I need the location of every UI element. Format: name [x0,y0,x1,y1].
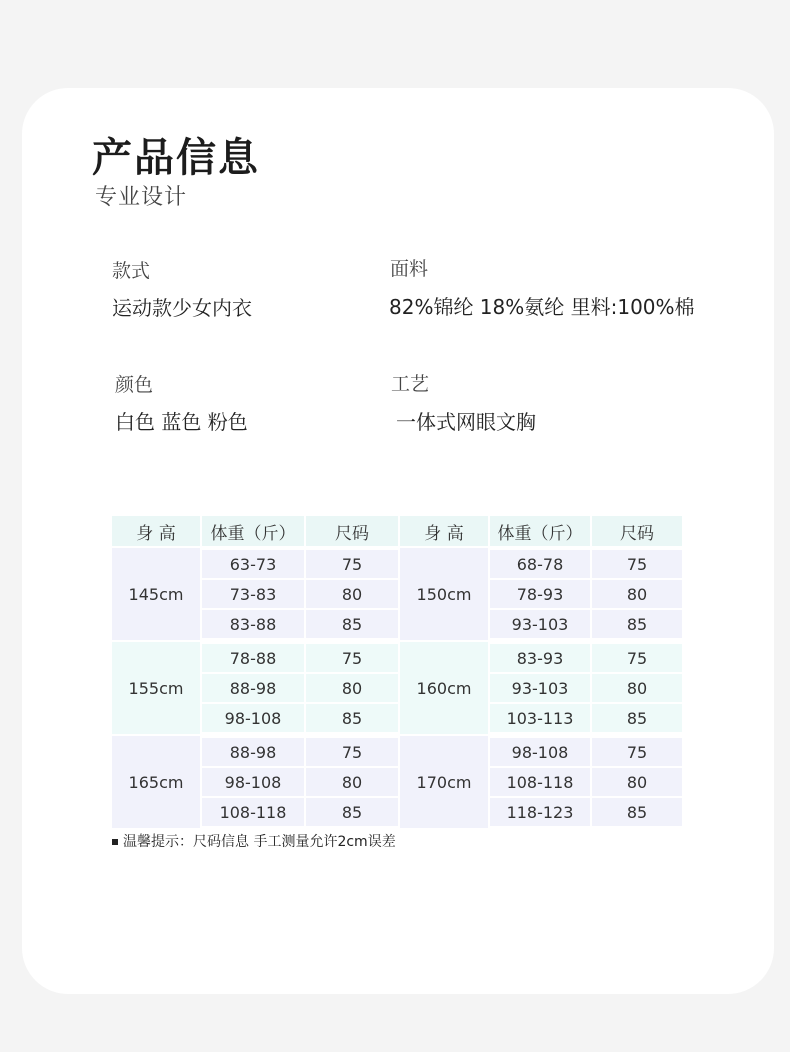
weight-cell: 78-93 [490,580,590,608]
weight-cell: 108-118 [490,768,590,796]
weight-cell: 68-78 [490,550,590,578]
size-cell: 85 [592,610,682,638]
height-cell: 155cm [112,642,200,734]
header-size-right: 尺码 [592,516,682,546]
size-cell: 75 [592,550,682,578]
style-label: 款式 [112,260,151,282]
header-weight-left: 体重（斤） [202,516,304,546]
size-cell: 75 [306,644,398,672]
size-note-text: 温馨提示：尺码信息 手工测量允许2cm误差 [123,834,396,850]
style-value: 运动款少女内衣 [112,296,252,320]
fabric-label: 面料 [390,258,429,280]
color-value: 白色 蓝色 粉色 [115,410,248,434]
height-cell: 160cm [400,642,488,734]
size-cell: 85 [306,610,398,638]
color-label: 颜色 [115,374,154,396]
size-cell: 80 [592,580,682,608]
weight-cell: 88-98 [202,738,304,766]
weight-cell: 83-93 [490,644,590,672]
weight-cell: 93-103 [490,610,590,638]
weight-cell: 93-103 [490,674,590,702]
weight-cell: 98-108 [490,738,590,766]
page-subtitle: 专业设计 [95,185,188,210]
height-cell: 165cm [112,736,200,828]
weight-cell: 103-113 [490,704,590,732]
weight-cell: 88-98 [202,674,304,702]
fabric-value: 82%锦纶 18%氨纶 里料:100%棉 [389,295,695,319]
weight-cell: 83-88 [202,610,304,638]
weight-cell: 108-118 [202,798,304,826]
header-weight-right: 体重（斤） [490,516,590,546]
size-cell: 80 [306,580,398,608]
weight-cell: 73-83 [202,580,304,608]
size-cell: 85 [306,704,398,732]
height-cell: 170cm [400,736,488,828]
size-cell: 75 [592,738,682,766]
size-cell: 85 [306,798,398,826]
size-cell: 75 [306,550,398,578]
header-size-left: 尺码 [306,516,398,546]
size-cell: 85 [592,798,682,826]
height-cell: 145cm [112,548,200,640]
weight-cell: 63-73 [202,550,304,578]
size-cell: 85 [592,704,682,732]
size-cell: 80 [306,674,398,702]
size-cell: 75 [592,644,682,672]
page-title: 产品信息 [92,135,260,181]
weight-cell: 98-108 [202,768,304,796]
craft-value: 一体式网眼文胸 [396,410,536,434]
height-cell: 150cm [400,548,488,640]
bullet-square-icon [112,839,118,845]
weight-cell: 98-108 [202,704,304,732]
size-note [112,831,396,851]
weight-cell: 118-123 [490,798,590,826]
header-height-right: 身 高 [400,516,488,546]
weight-cell: 78-88 [202,644,304,672]
craft-label: 工艺 [391,373,430,395]
size-cell: 80 [592,768,682,796]
size-table [112,516,682,828]
size-cell: 75 [306,738,398,766]
size-cell: 80 [306,768,398,796]
header-height-left: 身 高 [112,516,200,546]
size-cell: 80 [592,674,682,702]
